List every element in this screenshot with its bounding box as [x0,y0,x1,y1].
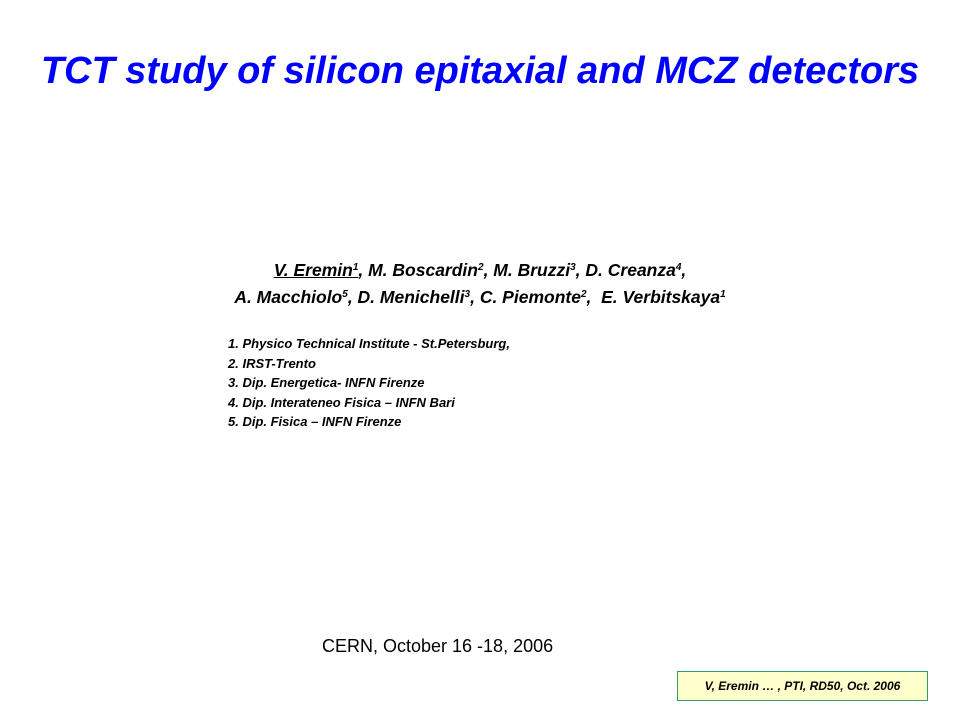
author-affiliation-index: 2 [478,262,484,273]
affiliation-item: 1. Physico Technical Institute - St.Petersburg, [228,336,510,351]
author-name: V. Eremin [273,260,353,280]
footer-citation-box [677,671,928,701]
author-list [60,257,900,311]
author-name: C. Piemonte [479,287,581,307]
author-affiliation-index: 4 [675,262,682,273]
author-separator: , [347,287,358,307]
author-separator: , [681,260,687,280]
author-name: E. Verbitskaya [601,287,721,307]
author-separator: , [358,260,369,280]
author-affiliation-index: 3 [570,262,576,273]
affiliation-item: 5. Dip. Fisica – INFN Firenze [228,414,402,429]
author-line-1 [60,257,900,284]
author-separator: , [575,260,586,280]
author-line-2 [60,284,900,311]
slide-title: TCT study of silicon epitaxial and MCZ detectors [40,50,920,92]
affiliation-item: 2. IRST-Trento [228,355,316,371]
author-affiliation-index: 2 [580,289,587,300]
author-separator: , [586,287,602,307]
affiliation-list [228,334,510,432]
footer-citation-text: V, Eremin … , PTI, RD50, Oct. 2006 [704,679,901,693]
author-presenter [274,260,359,280]
author-affiliation-index: 5 [342,289,348,300]
author-affiliation-index: 3 [464,289,471,300]
affiliation-item: 3. Dip. Energetica- INFN Firenze [228,375,425,390]
author-name: M. Bruzzi [493,260,571,280]
author-name: D. Creanza [585,260,676,280]
author-separator: , [483,260,494,280]
author-name: M. Boscardin [368,260,478,280]
author-name: D. Menichelli [357,287,465,307]
author-name: A. Macchiolo [234,287,343,307]
affiliation-item: 4. Dip. Interateneo Fisica – INFN Bari [228,394,455,410]
event-location-date: CERN, October 16 -18, 2006 [322,636,554,656]
author-affiliation-index: 1 [352,262,359,273]
author-separator: , [470,287,480,307]
author-affiliation-index: 1 [720,289,726,300]
